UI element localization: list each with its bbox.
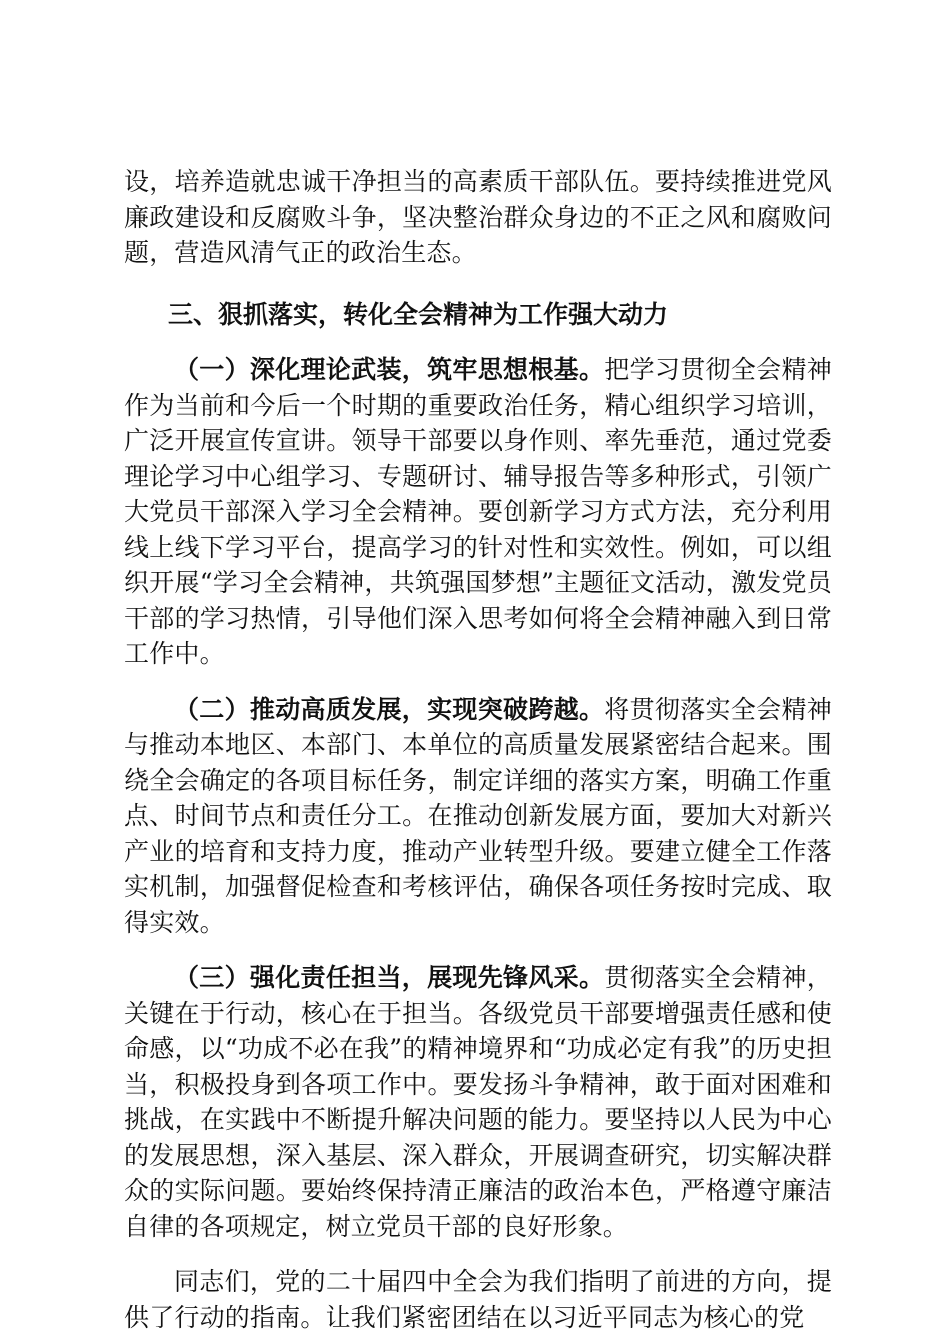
subsection-3-body: 贯彻落实全会精神，关键在于行动，核心在于担当。各级党员干部要增强责任感和使命感，以“功成不必在我”的精神境界和“功成必定有我”的历史担当，积极投身到各项工作中。要发扬斗争精神，敢于面对困难和挑战，在实践中不断提升解决问题的能力。要坚持以人民为中心的发展思想，深入基层、深入群众，开展调查研究，切实解决群众的实际问题。要始终保持清正廉洁的政治本色，严格遵守廉洁自律的各项规定，树立党员干部的良好形象。 [124,963,832,1241]
subsection-1 [124,352,832,672]
subsection-3 [124,960,832,1244]
subsection-2-body: 将贯彻落实全会精神与推动本地区、本部门、本单位的高质量发展紧密结合起来。围绕全会确定的各项目标任务，制定详细的落实方案，明确工作重点、时间节点和责任分工。在推动创新发展方面，要加大对新兴产业的培育和支持力度，推动产业转型升级。要建立健全工作落实机制，加强督促检查和考核评估，确保各项任务按时完成、取得实效。 [124,694,832,937]
subsection-3-title: （三）强化责任担当，展现先锋风采。 [174,963,605,992]
opening-paragraph: 设，培养造就忠诚干净担当的高素质干部队伍。要持续推进党风廉政建设和反腐败斗争，坚决整治群众身边的不正之风和腐败问题，营造风清气正的政治生态。 [124,167,832,267]
subsection-2-title: （二）推动高质发展，实现突破跨越。 [174,694,605,724]
subsection-1-body: 把学习贯彻全会精神作为当前和今后一个时期的重要政治任务，精心组织学习培训，广泛开展宣传宣讲。领导干部要以身作则、率先垂范，通过党委理论学习中心组学习、专题研讨、辅导报告等多种形式，引领广大党员干部深入学习全会精神。要创新学习方式方法，充分利用线上线下学习平台，提高学习的针对性和实效性。例如，可以组织开展“学习全会精神，共筑强国梦想”主题征文活动，激发党员干部的学习热情，引导他们深入思考如何将全会精神融入到日常工作中。 [124,355,832,668]
closing-paragraph: 同志们，党的二十届四中全会为我们指明了前进的方向，提供了行动的指南。让我们紧密团结在以习近平同志为核心的党 [124,1267,832,1332]
subsection-1-title: （一）深化理论武装，筑牢思想根基。 [174,355,605,384]
section-heading: 三、狠抓落实，转化全会精神为工作强大动力 [168,299,669,329]
document-page [124,164,832,1335]
subsection-2 [124,692,832,941]
